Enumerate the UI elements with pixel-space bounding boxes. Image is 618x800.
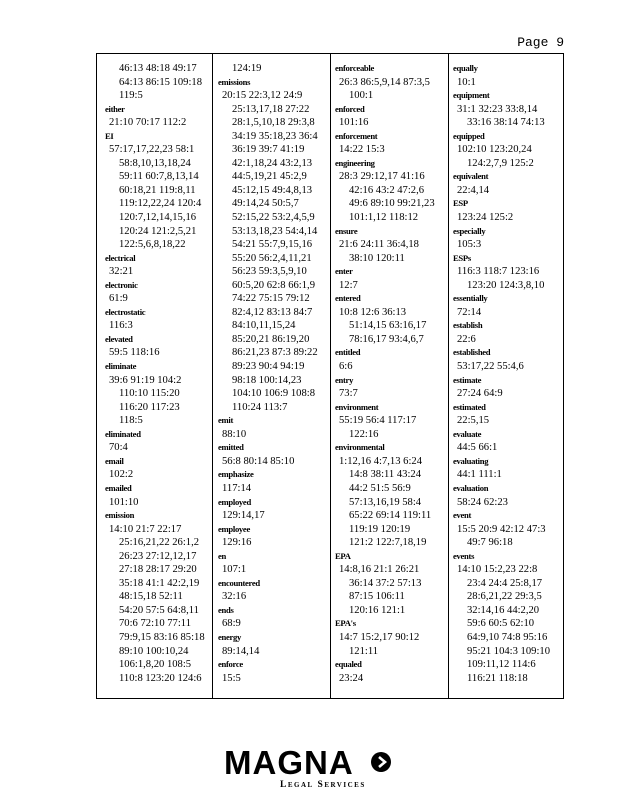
index-term: especially — [453, 225, 486, 236]
index-reference: 122:16 — [349, 428, 379, 440]
index-reference: 14:8 38:11 43:24 — [349, 469, 421, 481]
index-reference: 21:6 24:11 36:4,18 — [339, 239, 419, 251]
index-reference: 57:17,17,22,23 58:1 — [109, 144, 195, 156]
index-term: encountered — [218, 577, 260, 588]
index-term: energy — [218, 631, 242, 642]
index-reference: 86:21,23 87:3 89:22 — [232, 347, 318, 359]
index-reference: 109:11,12 114:6 — [467, 659, 536, 671]
index-term: entered — [335, 293, 361, 304]
index-column-3 — [335, 62, 447, 685]
index-reference: 57:13,16,19 58:4 — [349, 496, 422, 508]
page-number: Page 9 — [517, 35, 564, 50]
index-reference: 12:7 — [339, 279, 358, 291]
index-reference: 23:24 — [339, 672, 364, 684]
index-reference: 60:18,21 119:8,11 — [119, 184, 196, 196]
index-term: en — [218, 550, 226, 561]
index-reference: 89:10 100:10,24 — [119, 645, 189, 657]
index-reference: 42:1,18,24 43:2,13 — [232, 157, 313, 169]
index-reference: 1:12,16 4:7,13 6:24 — [339, 455, 422, 467]
index-reference: 46:13 48:18 49:17 — [119, 63, 197, 74]
index-reference: 15:5 20:9 42:12 47:3 — [457, 523, 546, 535]
index-reference: 32:16 — [222, 591, 247, 603]
index-reference: 55:19 56:4 117:17 — [339, 415, 417, 427]
index-term: event — [453, 510, 472, 521]
index-reference: 10:8 12:6 36:13 — [339, 306, 407, 318]
index-reference: 74:22 75:15 79:12 — [232, 293, 310, 305]
index-reference: 14:22 15:3 — [339, 144, 385, 156]
index-column-4 — [453, 62, 565, 685]
index-reference: 89:14,14 — [222, 645, 260, 657]
index-reference: 59:5 118:16 — [109, 347, 160, 359]
index-reference: 124:19 — [232, 63, 262, 74]
index-reference: 39:6 91:19 104:2 — [109, 374, 182, 386]
index-reference: 82:4,12 83:13 84:7 — [232, 306, 313, 318]
index-reference: 78:16,17 93:4,6,7 — [349, 333, 424, 345]
index-reference: 53:13,18,23 54:4,14 — [232, 225, 318, 237]
index-reference: 51:14,15 63:16,17 — [349, 320, 427, 332]
magna-logo — [224, 745, 396, 793]
column-divider — [448, 54, 449, 698]
index-reference: 54:20 57:5 64:8,11 — [119, 604, 199, 616]
index-reference: 44:5 66:1 — [457, 442, 498, 454]
index-reference: 10:1 — [457, 76, 476, 88]
index-reference: 20:15 22:3,12 24:9 — [222, 90, 303, 102]
index-reference: 120:16 121:1 — [349, 604, 406, 616]
index-reference: 61:9 — [109, 293, 128, 305]
index-term: employed — [218, 496, 251, 507]
index-reference: 34:19 35:18,23 36:4 — [232, 130, 318, 142]
index-reference: 22:6 — [457, 333, 476, 345]
index-reference: 98:18 100:14,23 — [232, 374, 302, 386]
index-term: email — [105, 455, 124, 466]
index-reference: 122:5,6,8,18,22 — [119, 239, 186, 251]
index-reference: 117:14 — [222, 482, 252, 494]
index-reference: 14:10 15:2,23 22:8 — [457, 564, 538, 576]
index-reference: 54:21 55:7,9,15,16 — [232, 239, 313, 251]
index-reference: 55:20 56:2,4,11,21 — [232, 252, 312, 264]
index-reference: 32:21 — [109, 266, 134, 278]
index-reference: 102:2 — [109, 469, 134, 481]
index-term: equivalent — [453, 171, 489, 182]
index-reference: 44:2 51:5 56:9 — [349, 482, 411, 494]
index-reference: 107:1 — [222, 564, 247, 576]
index-reference: 49:6 89:10 99:21,23 — [349, 198, 435, 210]
index-reference: 25:16,21,22 26:1,2 — [119, 537, 200, 549]
index-term: ESP — [453, 198, 468, 209]
index-reference: 28:6,21,22 29:3,5 — [467, 591, 542, 603]
index-reference: 73:7 — [339, 388, 358, 400]
index-term: ends — [218, 604, 234, 615]
index-reference: 58:8,10,13,18,24 — [119, 157, 191, 169]
index-reference: 110:10 115:20 — [119, 388, 180, 400]
index-reference: 120:7,12,14,15,16 — [119, 212, 197, 224]
index-reference: 79:9,15 83:16 85:18 — [119, 631, 205, 643]
index-reference: 23:4 24:4 25:8,17 — [467, 577, 543, 589]
index-term: establish — [453, 320, 483, 331]
index-reference: 72:14 — [457, 306, 482, 318]
index-reference: 116:3 — [109, 320, 133, 332]
index-reference: 89:23 90:4 94:19 — [232, 361, 305, 373]
index-term: ESPs — [453, 252, 471, 263]
index-reference: 25:13,17,18 27:22 — [232, 103, 310, 115]
index-term: emphasize — [218, 469, 254, 480]
index-reference: 129:16 — [222, 537, 252, 549]
index-reference: 27:24 64:9 — [457, 388, 503, 400]
index-reference: 49:7 96:18 — [467, 537, 513, 549]
index-reference: 44:1 111:1 — [457, 469, 502, 481]
index-reference: 116:20 117:23 — [119, 401, 180, 413]
index-term: EPA's — [335, 618, 356, 629]
index-reference: 64:9,10 74:8 95:16 — [467, 631, 548, 643]
index-reference: 102:10 123:20,24 — [457, 144, 532, 156]
index-term: enforce — [218, 659, 243, 670]
index-term: equaled — [335, 659, 362, 670]
index-term: enforceable — [335, 63, 375, 73]
index-term: employee — [218, 523, 250, 534]
index-reference: 100:1 — [349, 90, 374, 102]
index-term: emissions — [218, 76, 251, 87]
index-term: enforced — [335, 103, 365, 114]
index-reference: 95:21 104:3 109:10 — [467, 645, 550, 657]
index-reference: 53:17,22 55:4,6 — [457, 361, 524, 373]
index-reference: 31:1 32:23 33:8,14 — [457, 103, 538, 115]
index-reference: 35:18 41:1 42:2,19 — [119, 577, 200, 589]
index-reference: 106:1,8,20 108:5 — [119, 659, 192, 671]
index-term: estimated — [453, 401, 486, 412]
logo-subtitle: Legal Services — [280, 780, 366, 790]
index-term: electrostatic — [105, 306, 146, 317]
index-reference: 26:23 27:12,12,17 — [119, 550, 197, 562]
index-reference: 26:3 86:5,9,14 87:3,5 — [339, 76, 430, 88]
index-reference: 101:10 — [109, 496, 139, 508]
index-reference: 110:24 113:7 — [232, 401, 288, 413]
index-term: evaluation — [453, 482, 489, 493]
index-reference: 14:7 15:2,17 90:12 — [339, 631, 420, 643]
index-reference: 123:24 125:2 — [457, 212, 514, 224]
index-reference: 14:8,16 21:1 26:21 — [339, 564, 420, 576]
index-reference: 65:22 69:14 119:11 — [349, 510, 432, 522]
index-reference: 15:5 — [222, 672, 241, 684]
index-reference: 118:5 — [119, 415, 143, 427]
index-reference: 123:20 124:3,8,10 — [467, 279, 545, 291]
index-reference: 56:23 59:3,5,9,10 — [232, 266, 307, 278]
index-term: evaluate — [453, 428, 482, 439]
index-reference: 70:6 72:10 77:11 — [119, 618, 191, 630]
index-reference: 116:3 118:7 123:16 — [457, 266, 540, 278]
index-reference: 88:10 — [222, 428, 247, 440]
index-reference: 120:24 121:2,5,21 — [119, 225, 197, 237]
index-reference: 68:9 — [222, 618, 241, 630]
index-reference: 119:12,22,24 120:4 — [119, 198, 202, 210]
index-term: emit — [218, 415, 234, 426]
index-reference: 58:24 62:23 — [457, 496, 508, 508]
index-reference: 59:11 60:7,8,13,14 — [119, 171, 199, 183]
index-term: engineering — [335, 157, 375, 168]
index-reference: 22:5,15 — [457, 415, 490, 427]
index-reference: 33:16 38:14 74:13 — [467, 117, 545, 129]
index-column-1 — [105, 62, 217, 685]
index-reference: 27:18 28:17 29:20 — [119, 564, 197, 576]
index-reference: 124:2,7,9 125:2 — [467, 157, 534, 169]
index-reference: 101:1,12 118:12 — [349, 212, 419, 224]
index-reference: 52:15,22 53:2,4,5,9 — [232, 212, 315, 224]
column-divider — [330, 54, 331, 698]
index-term: entitled — [335, 347, 361, 358]
index-term: equipment — [453, 90, 490, 101]
index-reference: 59:6 60:5 62:10 — [467, 618, 535, 630]
index-reference: 28:1,5,10,18 29:3,8 — [232, 117, 315, 129]
index-term: environment — [335, 401, 379, 412]
index-term: estimate — [453, 374, 482, 385]
logo-wordmark: MAGNA — [224, 744, 354, 781]
index-reference: 32:14,16 44:2,20 — [467, 604, 540, 616]
index-reference: 116:21 118:18 — [467, 672, 528, 684]
column-divider — [212, 54, 213, 698]
index-term: essentially — [453, 293, 488, 304]
index-reference: 110:8 123:20 124:6 — [119, 672, 202, 684]
index-reference: 6:6 — [339, 361, 353, 373]
index-term: ensure — [335, 225, 358, 236]
index-term: entry — [335, 374, 354, 385]
index-reference: 87:15 106:11 — [349, 591, 405, 603]
index-reference: 60:5,20 62:8 66:1,9 — [232, 279, 315, 291]
index-reference: 85:20,21 86:19,20 — [232, 333, 310, 345]
index-reference: 121:11 — [349, 645, 379, 657]
index-frame — [96, 53, 564, 699]
index-reference: 101:16 — [339, 117, 369, 129]
index-reference: 38:10 120:11 — [349, 252, 405, 264]
index-term: emailed — [105, 482, 132, 493]
index-reference: 22:4,14 — [457, 184, 490, 196]
index-term: environmental — [335, 442, 385, 453]
arrow-circle-icon — [371, 752, 391, 772]
index-term: electronic — [105, 279, 138, 290]
index-reference: 48:15,18 52:11 — [119, 591, 183, 603]
index-term: electrical — [105, 252, 136, 263]
index-term: emitted — [218, 442, 244, 453]
index-term: EI — [105, 130, 114, 141]
index-reference: 64:13 86:15 109:18 — [119, 76, 202, 88]
index-reference: 121:2 122:7,18,19 — [349, 537, 427, 549]
index-reference: 119:19 120:19 — [349, 523, 411, 535]
index-reference: 49:14,24 50:5,7 — [232, 198, 299, 210]
index-reference: 45:12,15 49:4,8,13 — [232, 184, 313, 196]
index-reference: 56:8 80:14 85:10 — [222, 455, 295, 467]
index-term: enforcement — [335, 130, 378, 141]
index-term: either — [105, 103, 125, 114]
index-term: equipped — [453, 130, 485, 141]
index-reference: 119:5 — [119, 90, 143, 102]
index-reference: 42:16 43:2 47:2,6 — [349, 184, 425, 196]
index-term: equally — [453, 63, 478, 73]
index-term: emission — [105, 510, 135, 521]
index-reference: 44:5,19,21 45:2,9 — [232, 171, 307, 183]
index-reference: 21:10 70:17 112:2 — [109, 117, 187, 129]
index-term: events — [453, 550, 475, 561]
index-reference: 28:3 29:12,17 41:16 — [339, 171, 425, 183]
index-reference: 104:10 106:9 108:8 — [232, 388, 315, 400]
index-reference: 36:14 37:2 57:13 — [349, 577, 422, 589]
index-term: established — [453, 347, 491, 358]
index-reference: 105:3 — [457, 239, 482, 251]
index-term: enter — [335, 266, 353, 277]
index-reference: 36:19 39:7 41:19 — [232, 144, 305, 156]
index-term: EPA — [335, 550, 351, 561]
index-reference: 70:4 — [109, 442, 128, 454]
index-reference: 14:10 21:7 22:17 — [109, 523, 182, 535]
index-term: elevated — [105, 333, 133, 344]
index-term: evaluating — [453, 455, 489, 466]
index-reference: 129:14,17 — [222, 510, 265, 522]
index-column-2 — [218, 62, 330, 685]
index-term: eliminate — [105, 361, 137, 372]
index-term: eliminated — [105, 428, 141, 439]
index-reference: 84:10,11,15,24 — [232, 320, 296, 332]
